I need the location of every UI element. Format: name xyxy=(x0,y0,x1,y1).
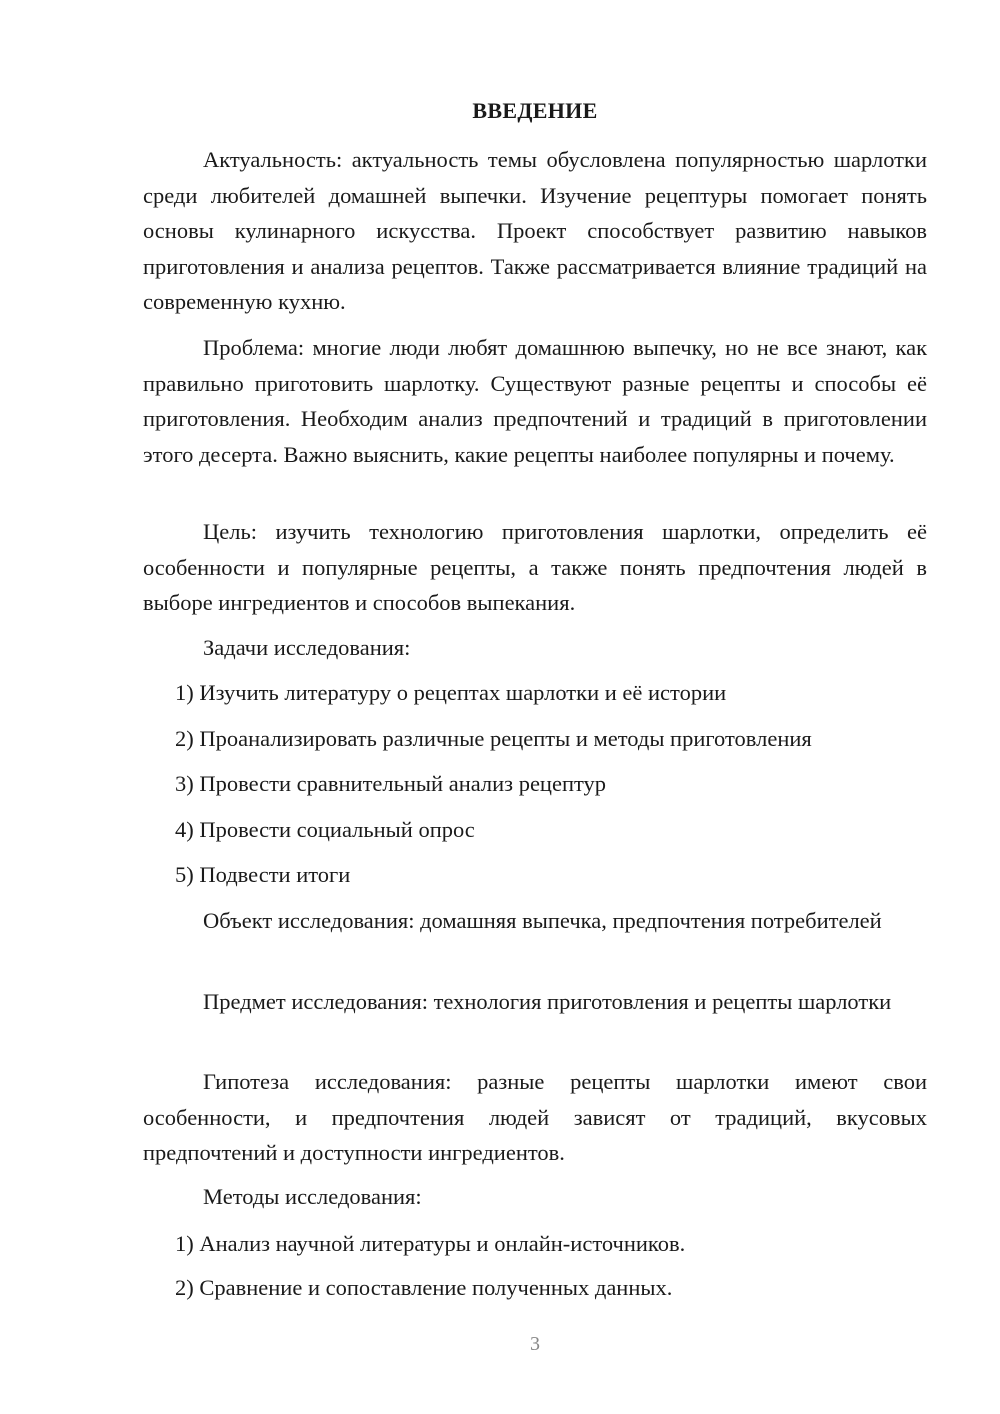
object-paragraph: Объект исследования: домашняя выпечка, предпочтения потребителей xyxy=(203,908,882,933)
hypothesis-paragraph: Гипотеза исследования: разные рецепты шарлотки имеют свои особенности, и предпочтения людей зависят от традиций, вкусовых предпочтений и доступности ингредиентов. xyxy=(143,1069,927,1165)
task-item-1: 1) Изучить литературу о рецептах шарлотки и её истории xyxy=(175,680,727,705)
page-number: 3 xyxy=(530,1333,540,1355)
goal-paragraph: Цель: изучить технологию приготовления шарлотки, определить её особенности и популярные рецепты, а также понять предпочтения людей в выборе ингредиентов и способов выпекания. xyxy=(143,519,927,615)
relevance-paragraph: Актуальность: актуальность темы обусловлена популярностью шарлотки среди любителей домашней выпечки. Изучение рецептуры помогает понять основы кулинарного искусства. Проект способствует развитию навыков приготовления и анализа рецептов. Также рассматривается влияние традиций на современную кухню. xyxy=(143,147,927,314)
page-title: ВВЕДЕНИЕ xyxy=(472,98,598,123)
tasks-heading: Задачи исследования: xyxy=(203,635,411,660)
method-item-1: 1) Анализ научной литературы и онлайн-источников. xyxy=(175,1231,686,1256)
subject-paragraph: Предмет исследования: технология приготовления и рецепты шарлотки xyxy=(203,989,892,1014)
task-item-3: 3) Провести сравнительный анализ рецептур xyxy=(175,771,607,796)
task-item-2: 2) Проанализировать различные рецепты и методы приготовления xyxy=(175,726,812,751)
method-item-2: 2) Сравнение и сопоставление полученных данных. xyxy=(175,1275,673,1300)
task-item-5: 5) Подвести итоги xyxy=(175,862,351,887)
methods-heading: Методы исследования: xyxy=(203,1184,422,1209)
problem-paragraph: Проблема: многие люди любят домашнюю выпечку, но не все знают, как правильно приготовить шарлотку. Существуют разные рецепты и способы её приготовления. Необходим анализ предпочтений и традиций в приготовлении этого десерта. Важно выяснить, какие рецепты наиболее популярны и почему. xyxy=(143,335,927,467)
task-item-4: 4) Провести социальный опрос xyxy=(175,817,475,842)
